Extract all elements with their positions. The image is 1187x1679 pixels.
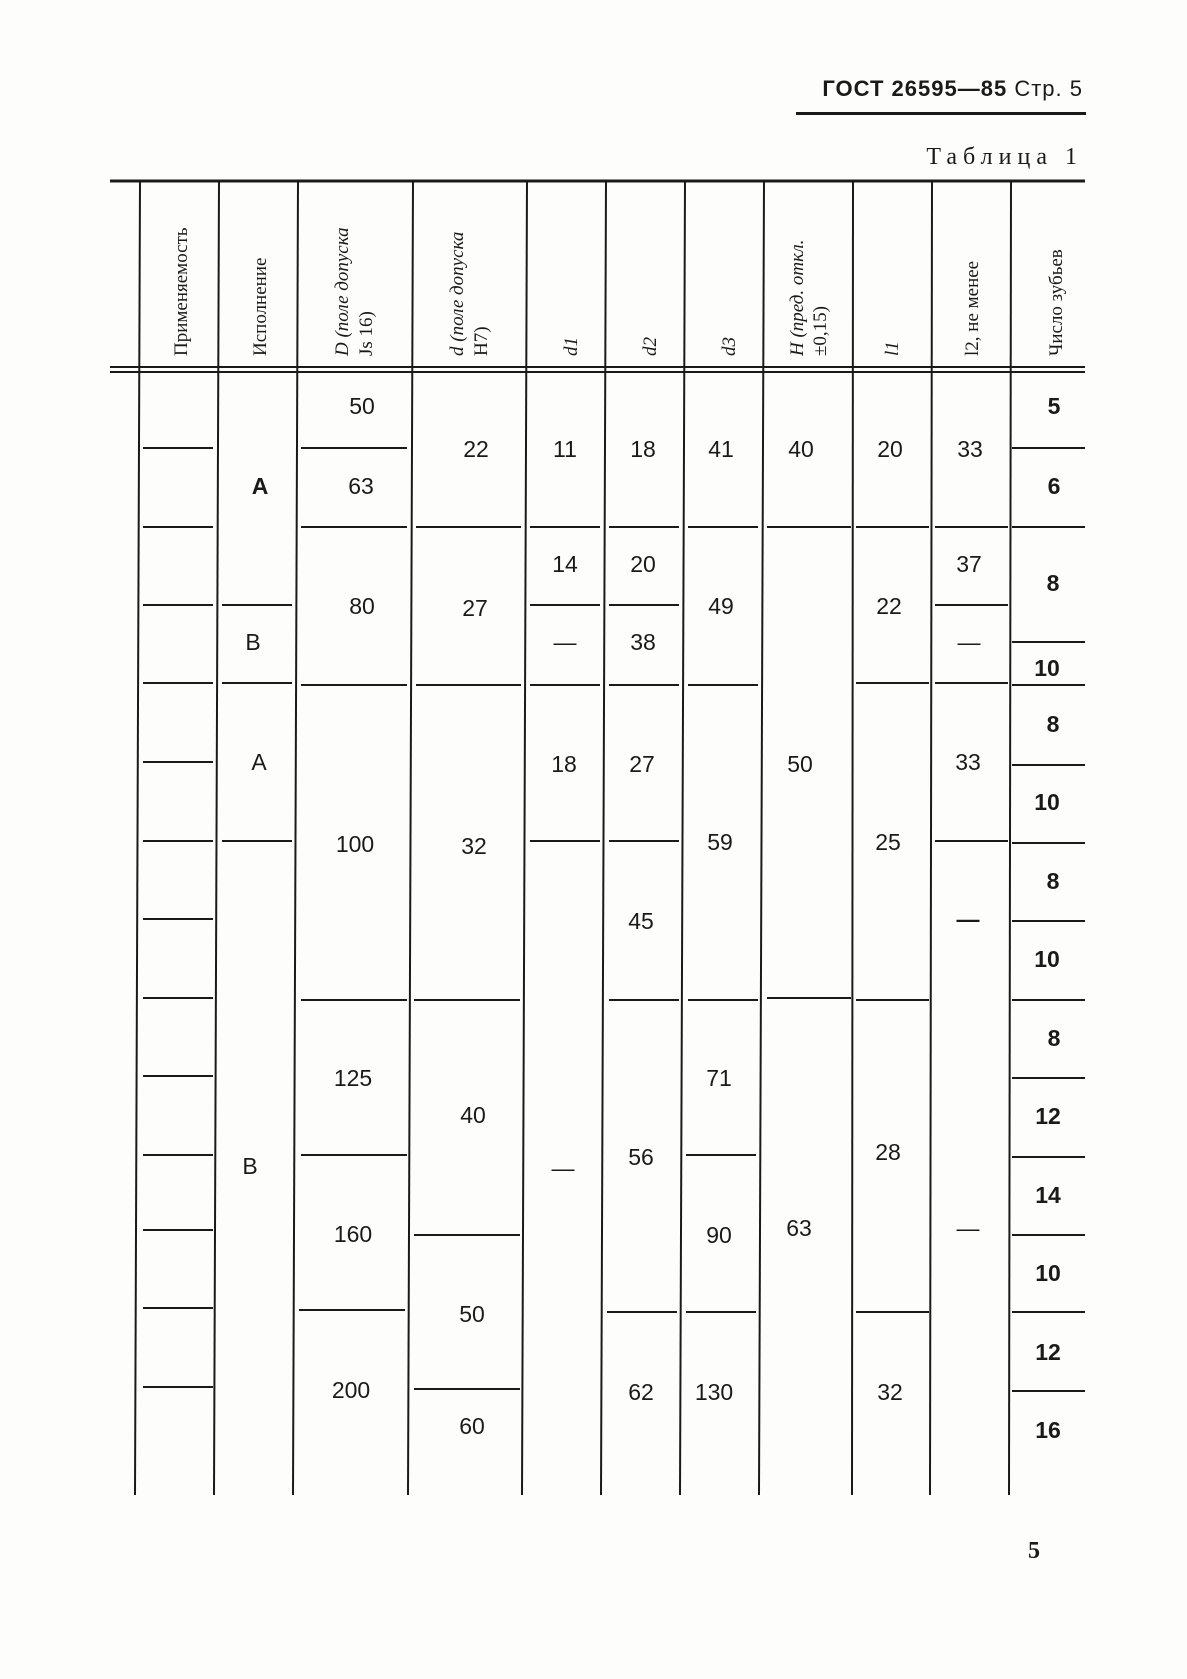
cell-d2: 38 xyxy=(630,629,656,655)
cell-l1: 20 xyxy=(877,436,903,462)
cell-l2: — xyxy=(956,1215,980,1241)
cell-d: 50 xyxy=(459,1301,485,1327)
cell-teeth: 8 xyxy=(1046,868,1060,894)
cell-l2: — xyxy=(957,629,981,655)
cell-D: 50 xyxy=(349,393,375,419)
cell-H: 63 xyxy=(786,1215,812,1241)
cell-D: 100 xyxy=(335,831,375,857)
header-d2: d2 xyxy=(640,337,661,356)
cell-teeth: 8 xyxy=(1046,711,1060,737)
standard-number: ГОСТ 26595—85 xyxy=(822,76,1008,101)
header-l2: l2, не менее xyxy=(962,260,983,356)
cell-teeth: 10 xyxy=(1035,1260,1061,1286)
header-applicability: Применяемость xyxy=(171,227,192,356)
cell-teeth: 12 xyxy=(1035,1339,1061,1365)
cell-teeth: 12 xyxy=(1035,1103,1061,1129)
cell-d: 32 xyxy=(461,833,487,859)
cell-D: 200 xyxy=(331,1377,371,1403)
cell-teeth: 8 xyxy=(1046,570,1060,596)
cell-l1: 22 xyxy=(876,593,902,619)
header-H-tolerance: ±0,15) xyxy=(810,305,831,356)
table-label: Таблица 1 xyxy=(926,144,1083,170)
cell-version: В xyxy=(242,1153,258,1179)
cell-d1: 18 xyxy=(551,751,577,777)
cell-teeth: 8 xyxy=(1047,1025,1061,1051)
col-line xyxy=(852,181,853,1495)
cell-D: 63 xyxy=(348,473,374,499)
header-d1: d1 xyxy=(561,337,582,356)
cell-d3: 90 xyxy=(706,1222,732,1248)
cell-d: 60 xyxy=(459,1413,485,1439)
cell-teeth: 5 xyxy=(1047,393,1061,419)
cell-d3: 41 xyxy=(708,436,734,462)
cell-teeth: 10 xyxy=(1034,789,1060,815)
col-line xyxy=(930,181,932,1495)
cell-d2: 56 xyxy=(628,1144,654,1170)
cell-l1: 28 xyxy=(875,1139,901,1165)
col-line xyxy=(601,181,606,1495)
cell-d2: 45 xyxy=(628,908,654,934)
cell-teeth: 16 xyxy=(1035,1417,1061,1443)
cell-d3: 130 xyxy=(694,1379,734,1405)
col-line xyxy=(135,181,140,1495)
cell-H: 40 xyxy=(788,436,814,462)
header-d: d (поле допуска xyxy=(447,231,468,356)
cell-teeth: 14 xyxy=(1035,1182,1061,1208)
col-line xyxy=(759,181,764,1495)
cell-d3: 59 xyxy=(707,829,733,855)
cell-l1: 25 xyxy=(875,829,901,855)
cell-d1: — xyxy=(553,629,577,655)
header-version: Исполнение xyxy=(250,257,271,356)
header-D: D (поле допуска xyxy=(332,227,353,356)
cell-d3: 71 xyxy=(706,1065,732,1091)
cell-d2: 18 xyxy=(630,436,656,462)
cell-D: 125 xyxy=(333,1065,373,1091)
cell-l2: 37 xyxy=(956,551,982,577)
cell-teeth: 10 xyxy=(1034,655,1060,681)
cell-d: 27 xyxy=(462,595,488,621)
cell-H: 50 xyxy=(787,751,813,777)
col-line xyxy=(214,181,219,1495)
col-line xyxy=(680,181,685,1495)
col-line xyxy=(408,181,413,1495)
cell-D: 80 xyxy=(349,593,375,619)
cell-d2: 20 xyxy=(630,551,656,577)
header-teeth: Число зубьев xyxy=(1046,249,1067,356)
header-l1: l1 xyxy=(882,341,903,356)
cell-version: В xyxy=(245,629,261,655)
cell-d1: 14 xyxy=(552,551,578,577)
cell-d3: 49 xyxy=(708,593,734,619)
col-line xyxy=(293,181,298,1495)
page-reference: Стр. 5 xyxy=(1014,76,1083,101)
page-number: 5 xyxy=(1028,1538,1040,1564)
cell-l2: 33 xyxy=(955,749,981,775)
cell-l2: 33 xyxy=(957,436,983,462)
cell-d: 22 xyxy=(463,436,489,462)
cell-teeth: 6 xyxy=(1047,473,1061,499)
table-grid xyxy=(110,181,1085,1495)
cell-version: А xyxy=(251,749,267,775)
cell-d2: 27 xyxy=(629,751,655,777)
cell-l2: — xyxy=(956,906,980,932)
cell-d1: 11 xyxy=(553,436,577,462)
header-d3: d3 xyxy=(719,337,740,356)
header-d-tolerance: H7) xyxy=(471,326,492,356)
col-line xyxy=(1009,181,1011,1495)
cell-d2: 62 xyxy=(628,1379,654,1405)
cell-D: 160 xyxy=(333,1221,373,1247)
cell-d1: — xyxy=(551,1155,575,1181)
cell-teeth: 10 xyxy=(1034,946,1060,972)
cell-l1: 32 xyxy=(877,1379,903,1405)
col-line xyxy=(522,181,527,1495)
cell-version: А xyxy=(251,473,269,499)
header-H: H (пред. откл. xyxy=(787,239,808,356)
table-body xyxy=(242,393,1061,1443)
header-D-tolerance: Js 16) xyxy=(356,311,377,356)
cell-d: 40 xyxy=(460,1102,486,1128)
